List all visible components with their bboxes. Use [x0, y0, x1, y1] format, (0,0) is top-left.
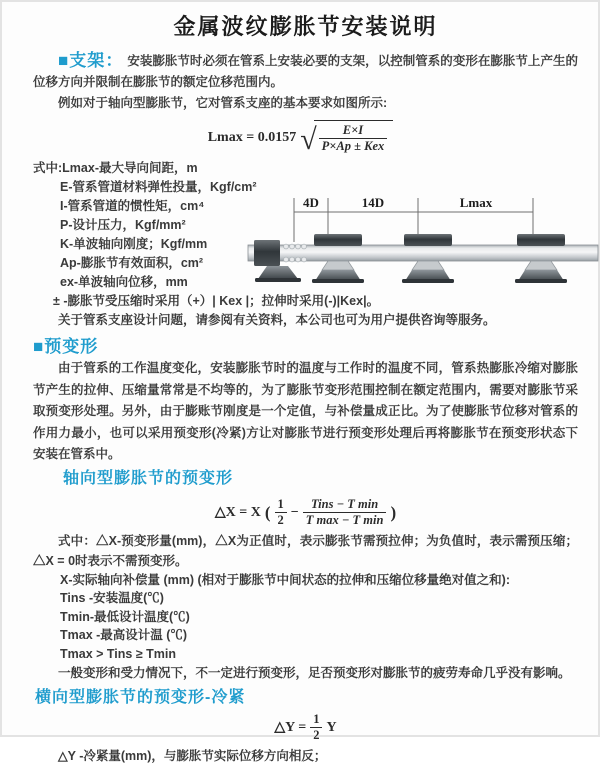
dim-label-4d: 4D — [303, 195, 319, 210]
lateral-predeform-heading: 横向型膨胀节的预变形-冷紧 — [35, 689, 246, 706]
right-paren: ) — [390, 502, 397, 522]
definition-line: Ap-膨胀节有效面积，cm² — [60, 256, 204, 270]
fraction-numerator: E×I — [319, 123, 388, 139]
definition-line: I-管系管道的惯性矩，cm⁴ — [60, 199, 205, 213]
fraction — [319, 123, 388, 154]
dim-label-14d: 14D — [361, 195, 385, 210]
spec-line: Tmax > Tins ≥ Tmin — [60, 646, 177, 661]
definition-line: ex-单波轴向位移，mm — [60, 275, 188, 289]
fraction-denominator: P×Ap ± Kex — [321, 139, 385, 153]
left-paren: ( — [264, 502, 271, 522]
predeform-paragraph: 由于管系的工作温度变化，安装膨胀节时的温度与工作时的温度不同，管系热膨胀冷缩对膨胀节产生的拉伸、压缩量常常是不均等的，为了膨胀节变形范围控制在额定范围内，需要对膨胀节采取预变形处理。另外，由于膨账节刚度是一个定值，与补偿量成正比。为了使膨胀节位移对管系的作用力最小，也可以采用预变形(冷紧)方让对膨胀节进行预变形处理后再将膨胀节在预变形状态下安装在管系中。 — [33, 361, 578, 461]
plus-minus-note: ± -膨胀节受压缩时采用（+）| Kex |；拉伸时采用(-)|Kex|。 — [53, 294, 380, 308]
fraction-half — [275, 497, 287, 528]
definition-line: 式中:Lmax-最大导向间距，m — [33, 161, 198, 175]
fraction-numerator: 1 — [310, 712, 322, 728]
fraction-half — [310, 712, 322, 743]
support-paragraph — [33, 50, 578, 93]
temperature-fraction — [303, 497, 387, 528]
axial-predeform-formula — [33, 497, 578, 528]
fraction-denominator: T max − T min — [305, 512, 384, 527]
axial-predeform-heading: 轴向型膨胀节的预变形 — [63, 469, 234, 487]
radical-sign: √ — [300, 123, 317, 156]
fraction-numerator: Tins − T min — [303, 497, 387, 513]
fraction-denominator: 2 — [277, 512, 284, 527]
fraction-numerator: 1 — [275, 497, 287, 513]
lateral-predeform-formula — [33, 712, 578, 743]
page-title: 金属波纹膨胀节安装说明 — [173, 14, 438, 39]
axial-definition-lines — [33, 571, 578, 684]
spec-line: 一般变形和受力情况下，不一定进行预变形，足否预变形对膨胀节的疲劳寿命几乎没有影响。 — [58, 666, 571, 680]
diagram-svg — [246, 188, 600, 292]
support-spacing-diagram — [246, 188, 600, 292]
formula-lhs: △Y = — [274, 720, 307, 735]
lateral-formula-explanation: △Y -冷紧量(mm)，与膨胀节实际位移方向相反； — [58, 749, 327, 763]
support-section-heading: ■支架： — [58, 51, 124, 70]
service-note: 关于管系支座设计问题，请参阅有关资料，本公司也可为用户提供咨询等服务。 — [58, 313, 496, 327]
definition-line: E-管系管道材料弹性投量，Kgf/cm² — [60, 180, 257, 194]
radicand — [314, 120, 394, 154]
minus-sign: − — [290, 504, 299, 520]
formula-rhs: Y — [326, 720, 337, 735]
axial-formula-explanation: 式中：△X-预变形量(mm)，△X为正值时，表示膨张节需预拉伸；为负值时，表示需预压缩；△X = 0时表示不需预变形。 — [33, 533, 578, 568]
fraction-denominator: 2 — [313, 728, 320, 742]
formula-lhs: Lmax = 0.0157 — [207, 129, 297, 145]
spec-line: X-实际轴向补偿量 (mm) (相对于膨胀节中间状态的拉伸和压缩位移量绝对值之和): — [60, 572, 510, 587]
spec-line: Tmax -最高设计温 (℃) — [60, 628, 188, 642]
spec-line: Tins -安装温度(℃) — [60, 591, 164, 605]
support-example-line: 例如对于轴向型膨胀节，它对管系支座的基本要求如图所示: — [58, 96, 388, 110]
formula-lhs: △X = X — [214, 504, 261, 520]
definition-line: K-单波轴向刚度；Kgf/mm — [60, 237, 208, 251]
dim-label-lmax: Lmax — [459, 195, 493, 210]
predeform-section-heading: ■预变形 — [33, 337, 99, 356]
support-paragraph-text: 安装膨胀节时必须在管系上安装必要的支架，以控制管系的变形在膨胀节上产生的位移方向并限制在膨胀节的额定位移范围内。 — [33, 54, 578, 89]
radical-expression — [300, 120, 393, 154]
spec-line: Tmin-最低设计温度(℃) — [60, 609, 190, 624]
dimension-labels — [303, 195, 493, 210]
definition-line: P-设计压力，Kgf/mm² — [60, 218, 186, 232]
guide-spacing-formula — [23, 120, 578, 154]
